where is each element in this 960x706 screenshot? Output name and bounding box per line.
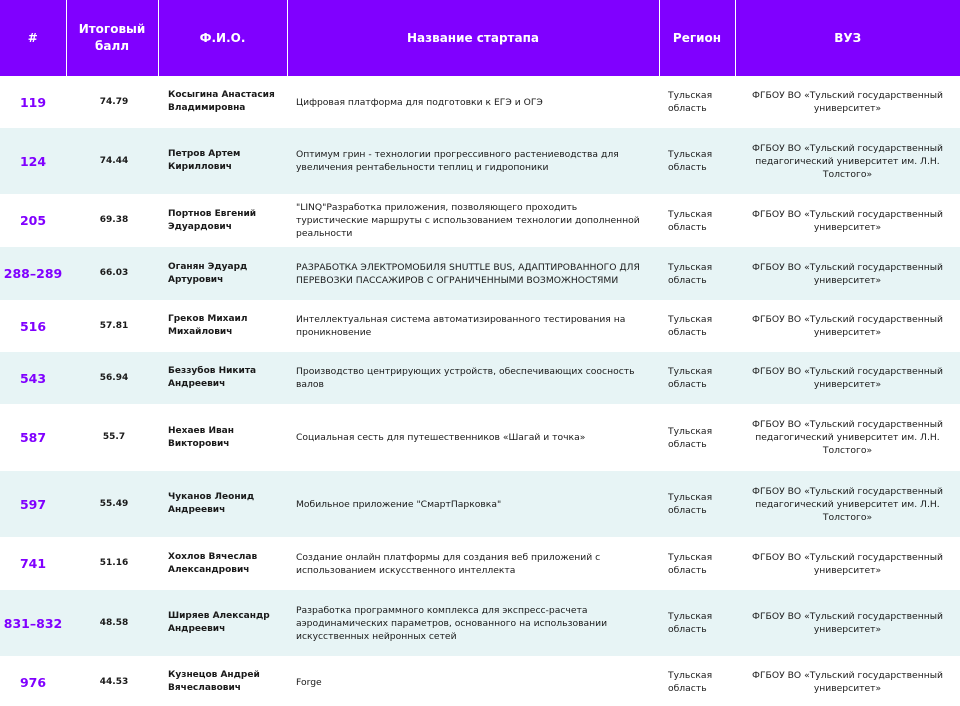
rank-cell: 597 (0, 471, 66, 537)
table-header (0, 0, 960, 76)
region-cell: Тульская область (659, 300, 735, 352)
fio-cell: Кузнецов Андрей Вячеславович (158, 656, 287, 706)
fio-cell: Косыгина Анастасия Владимировна (158, 76, 287, 128)
startup-cell: Производство центрирующих устройств, обеспечивающих соосность валов (287, 352, 659, 404)
university-cell: ФГБОУ ВО «Тульский государственный университет» (735, 656, 960, 706)
region-cell: Тульская область (659, 590, 735, 656)
region-cell: Тульская область (659, 471, 735, 537)
rank-cell: 831–832 (0, 590, 66, 656)
fio-cell: Чуканов Леонид Андреевич (158, 471, 287, 537)
fio-cell: Ширяев Александр Андреевич (158, 590, 287, 656)
table-row (0, 247, 960, 300)
score-cell: 51.16 (66, 537, 158, 590)
rank-cell: 205 (0, 194, 66, 247)
region-cell: Тульская область (659, 128, 735, 194)
rank-cell: 741 (0, 537, 66, 590)
score-cell: 55.7 (66, 404, 158, 471)
startup-cell: Цифровая платформа для подготовки к ЕГЭ и ОГЭ (287, 76, 659, 128)
university-cell: ФГБОУ ВО «Тульский государственный педагогический университет им. Л.Н. Толстого» (735, 404, 960, 471)
table-row (0, 656, 960, 706)
header-startup: Название стартапа (287, 0, 659, 76)
table-row (0, 300, 960, 352)
score-cell: 48.58 (66, 590, 158, 656)
rank-cell: 516 (0, 300, 66, 352)
startup-cell: Разработка программного комплекса для экспресс-расчета аэродинамических параметров, основанного на использовании искусственных нейронных сетей (287, 590, 659, 656)
university-cell: ФГБОУ ВО «Тульский государственный университет» (735, 352, 960, 404)
fio-cell: Портнов Евгений Эдуардович (158, 194, 287, 247)
region-cell: Тульская область (659, 656, 735, 706)
university-cell: ФГБОУ ВО «Тульский государственный педагогический университет им. Л.Н. Толстого» (735, 471, 960, 537)
startup-cell: Социальная сесть для путешественников «Шагай и точка» (287, 404, 659, 471)
region-cell: Тульская область (659, 247, 735, 300)
startup-cell: Forge (287, 656, 659, 706)
header-score: Итоговый балл (66, 0, 158, 76)
fio-cell: Петров Артем Кириллович (158, 128, 287, 194)
table-row (0, 194, 960, 247)
startup-cell: Оптимум грин - технологии прогрессивного растениеводства для увеличения рентабельности теплиц и гидропоники (287, 128, 659, 194)
rank-cell: 976 (0, 656, 66, 706)
table-row (0, 128, 960, 194)
fio-cell: Нехаев Иван Викторович (158, 404, 287, 471)
region-cell: Тульская область (659, 537, 735, 590)
region-cell: Тульская область (659, 352, 735, 404)
header-university: ВУЗ (735, 0, 960, 76)
university-cell: ФГБОУ ВО «Тульский государственный университет» (735, 300, 960, 352)
header-row (0, 0, 960, 76)
startup-cell: "LINQ"Разработка приложения, позволяющего проходить туристические маршруты с использованием технологии дополненной реальности (287, 194, 659, 247)
header-fio: Ф.И.О. (158, 0, 287, 76)
region-cell: Тульская область (659, 76, 735, 128)
score-cell: 57.81 (66, 300, 158, 352)
table-row (0, 471, 960, 537)
rank-cell: 288–289 (0, 247, 66, 300)
table-row (0, 404, 960, 471)
score-cell: 55.49 (66, 471, 158, 537)
university-cell: ФГБОУ ВО «Тульский государственный университет» (735, 247, 960, 300)
startup-cell: Мобильное приложение "СмартПарковка" (287, 471, 659, 537)
rank-cell: 124 (0, 128, 66, 194)
fio-cell: Греков Михаил Михайлович (158, 300, 287, 352)
score-cell: 44.53 (66, 656, 158, 706)
region-cell: Тульская область (659, 404, 735, 471)
fio-cell: Хохлов Вячеслав Александрович (158, 537, 287, 590)
region-cell: Тульская область (659, 194, 735, 247)
table-body (0, 76, 960, 706)
startup-cell: РАЗРАБОТКА ЭЛЕКТРОМОБИЛЯ SHUTTLE BUS, АДАПТИРОВАННОГО ДЛЯ ПЕРЕВОЗКИ ПАССАЖИРОВ С ОГРАНИЧЕННЫМИ ВОЗМОЖНОСТЯМИ (287, 247, 659, 300)
score-cell: 69.38 (66, 194, 158, 247)
header-region: Регион (659, 0, 735, 76)
table-row (0, 590, 960, 656)
university-cell: ФГБОУ ВО «Тульский государственный университет» (735, 537, 960, 590)
score-cell: 66.03 (66, 247, 158, 300)
table-row (0, 352, 960, 404)
rank-cell: 119 (0, 76, 66, 128)
rank-cell: 543 (0, 352, 66, 404)
score-cell: 74.79 (66, 76, 158, 128)
fio-cell: Беззубов Никита Андреевич (158, 352, 287, 404)
table-row (0, 537, 960, 590)
score-cell: 56.94 (66, 352, 158, 404)
university-cell: ФГБОУ ВО «Тульский государственный педагогический университет им. Л.Н. Толстого» (735, 128, 960, 194)
startup-cell: Создание онлайн платформы для создания веб приложений с использованием искусственного интеллекта (287, 537, 659, 590)
university-cell: ФГБОУ ВО «Тульский государственный университет» (735, 76, 960, 128)
table-row (0, 76, 960, 128)
score-cell: 74.44 (66, 128, 158, 194)
header-rank: # (0, 0, 66, 76)
university-cell: ФГБОУ ВО «Тульский государственный университет» (735, 194, 960, 247)
fio-cell: Оганян Эдуард Артурович (158, 247, 287, 300)
university-cell: ФГБОУ ВО «Тульский государственный университет» (735, 590, 960, 656)
startup-cell: Интеллектуальная система автоматизированного тестирования на проникновение (287, 300, 659, 352)
rank-cell: 587 (0, 404, 66, 471)
